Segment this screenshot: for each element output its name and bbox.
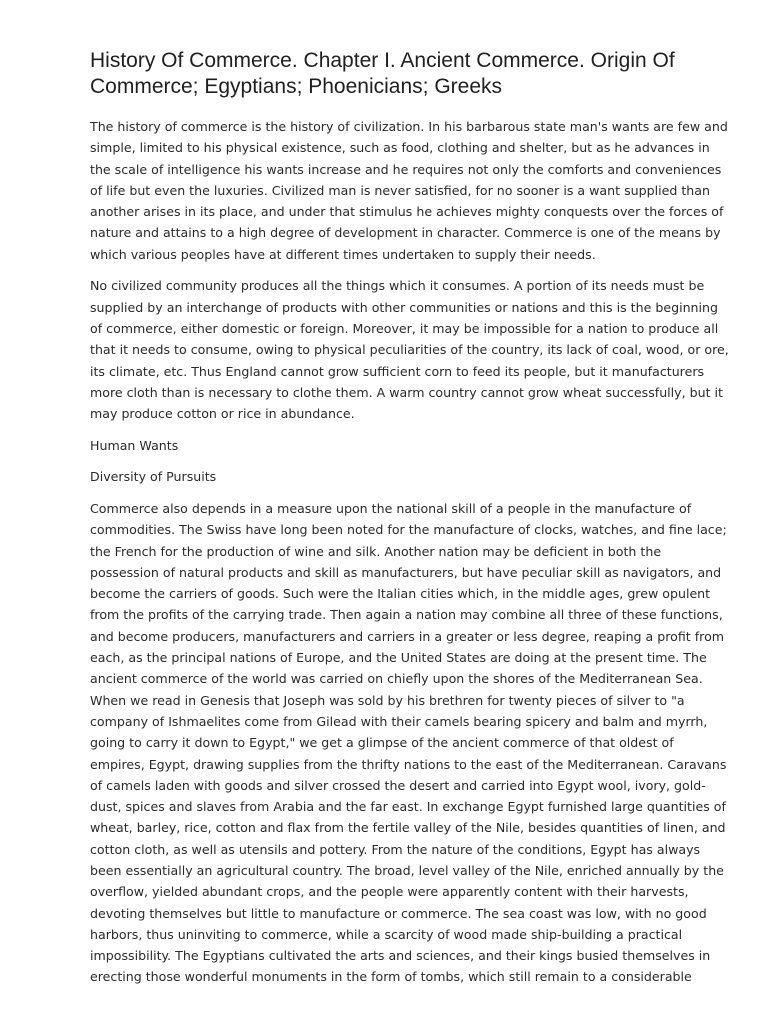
subheading-human-wants: Human Wants xyxy=(90,437,179,453)
paragraph-interchange: No civilized community produces all the things which it consumes. A portion of its needs must be supplied by an interchange of products with other communities or nations and this is the beginning of commerce, either domestic or foreign. Moreover, it may be impossible for a nation to produce all that it needs to consume, owing to physical peculiarities of the country, its lack of coal, wood, or ore, its climate, etc. Thus England cannot grow sufficient corn to feed its people, but it manufacturers more cloth than is necessary to clothe them. A warm country cannot grow wheat successfully, but it may produce cotton or rice in abundance. xyxy=(90,278,729,422)
subheading-diversity-of-pursuits: Diversity of Pursuits xyxy=(90,469,217,485)
document-title: History Of Commerce. Chapter I. Ancient Commerce. Origin Of Commerce; Egyptians; Phoenicians; Greeks xyxy=(90,49,675,98)
paragraph-intro: The history of commerce is the history of civilization. In his barbarous state man's wants are few and simple, limited to his physical existence, such as food, clothing and shelter, but as he advances in the scale of intelligence his wants increase and he requires not only the comforts and conveniences of life but even the luxuries. Civilized man is never satisfied, for no sooner is a want supplied than another arises in its place, and under that stimulus he achieves mighty conquests over the forces of nature and attains to a high degree of development in character. Commerce is one of the means by which various peoples have at different times undertaken to supply their needs. xyxy=(90,119,728,262)
document-page xyxy=(90,48,730,998)
paragraph-commerce-skill: Commerce also depends in a measure upon the national skill of a people in the manufacture of commodities. The Swiss have long been noted for the manufacture of clocks, watches, and fine lace; the French for the production of wine and silk. Another nation may be deficient in both the possession of natural products and skill as manufacturers, but have peculiar skill as navigators, and become the carriers of goods. Such were the Italian cities which, in the middle ages, grew opulent from the profits of the carrying trade. Then again a nation may combine all three of these functions, and become producers, manufacturers and carriers in a greater or less degree, reaping a profit from each, as the principal nations of Europe, and the United States are doing at the present time. The ancient commerce of the world was carried on chiefly upon the shores of the Mediterranean Sea. When we read in Genesis that Joseph was sold by his brethren for twenty pieces of silver to "a company of Ishmaelites come from Gilead with their camels bearing spicery and balm and myrrh, going to carry it down to Egypt," we get a glimpse of the ancient commerce of that oldest of empires, Egypt, drawing supplies from the thrifty nations to the east of the Mediterranean. Caravans of camels laden with goods and silver crossed the desert and carried into Egypt wool, ivory, gold-dust, spices and slaves from Arabia and the far east. In exchange Egypt furnished large quantities of wheat, barley, rice, cotton and flax from the fertile valley of the Nile, besides quantities of linen, and cotton cloth, as well as utensils and pottery. From the nature of the conditions, Egypt has always been essentially an agricultural country. The broad, level valley of the Nile, enriched annually by the overflow, yielded abundant crops, and the people were apparently content with their harvests, devoting themselves but little to manufacture or commerce. The sea coast was low, with no good harbors, thus uninviting to commerce, while a scarcity of wood made ship-building a practical impossibility. The Egyptians cultivated the arts and sciences, and their kings busied themselves in erecting those wonderful monuments in the form of tombs, which still remain to a considerable xyxy=(90,500,727,985)
